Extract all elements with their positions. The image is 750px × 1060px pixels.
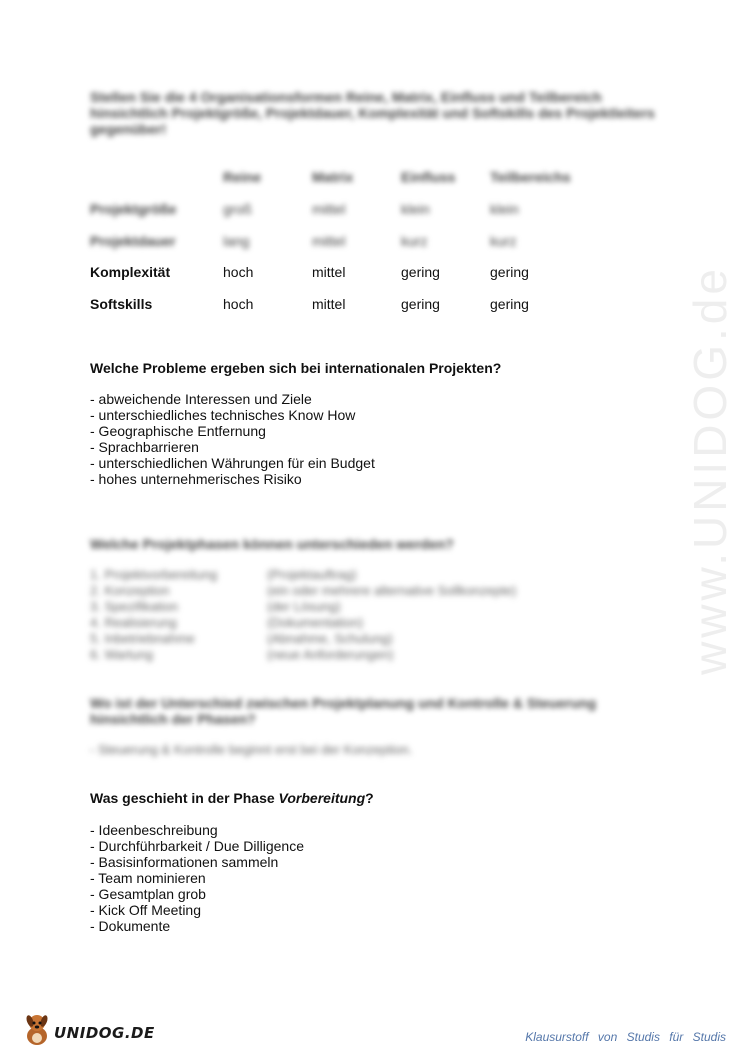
table-cell: lang [223,233,250,249]
list-item: - unterschiedlichen Währungen für ein Budget [90,455,375,471]
row-label: Softskills [90,296,153,312]
header-einfluss: Einfluss [401,169,456,185]
table-row [90,200,590,218]
title-prefix: Was geschieht in der Phase [90,790,279,806]
list-item: - Team nominieren [90,870,206,886]
phase-note: (der Lösung) [267,599,341,614]
list-item: - Dokumente [90,918,171,934]
table-header-row [90,168,590,186]
phases-list [90,567,550,663]
title-suffix: ? [365,790,374,806]
phase-name: 5. Inbetriebnahme [90,631,195,646]
list-item: - Geographische Entfernung [90,423,266,439]
row-label: Komplexität [90,264,171,280]
phase-note: (Dokumentation) [267,615,364,630]
table-cell: gering [401,264,440,280]
table-cell: mittel [312,233,346,249]
list-item: - Kick Off Meeting [90,902,202,918]
question-4-answer: - Steuerung & Kontrolle beginnt erst bei der Konzeption. [90,742,413,757]
list-item: - hohes unternehmerisches Risiko [90,471,302,487]
watermark: www.UNIDOG.de [684,265,736,675]
row-label: Projektdauer [90,233,176,249]
question-5-title [90,790,374,806]
list-item: - unterschiedliches technisches Know How [90,407,356,423]
list-item: - abweichende Interessen und Ziele [90,391,312,407]
question-4-title: Wo ist der Unterschied zwischen Projektplanung und Kontrolle & Steuerung hinsichtlich der Phasen? [90,695,597,727]
row-label: Projektgröße [90,201,177,217]
header-reine: Reine [223,169,262,185]
title-emphasis: Vorbereitung [278,790,366,806]
list-item [90,647,550,663]
table-cell: gering [401,296,440,312]
list-item: - Durchführbarkeit / Due Dilligence [90,838,304,854]
phase-name: 3. Spezifikation [90,599,179,614]
list-item [90,631,550,647]
list-item: - Basisinformationen sammeln [90,854,279,870]
phase-note: (Projektauftrag) [267,567,357,582]
phase-name: 2. Konzeption [90,583,170,598]
list-item [90,583,550,599]
phase-note: (Abnahme, Schulung) [267,631,393,646]
table-cell: mittel [312,264,346,280]
list-item: - Ideenbeschreibung [90,822,218,838]
table-cell: kurz [490,233,517,249]
table-cell: mittel [312,296,346,312]
phase-name: 4. Realisierung [90,615,177,630]
phase-note: (ein oder mehrere alternative Sollkonzepte) [267,583,517,598]
list-item: - Sprachbarrieren [90,439,199,455]
logo-text: UNIDOG.DE [54,1024,155,1042]
list-item [90,567,550,583]
table-cell: groß [223,201,252,217]
table-cell: mittel [312,201,346,217]
question-1-title: Stellen Sie die 4 Organisationsformen Reine, Matrix, Einfluss und Teilbereich hinsichtlich Projektgröße, Projektdauer, Komplexität und Softskills des Projektleiters gegenüber! [90,89,655,137]
table-row [90,295,590,313]
table-cell: gering [490,296,529,312]
dog-mascot-icon [22,1012,52,1046]
table-cell: klein [401,201,430,217]
list-item [90,615,550,631]
problems-list [90,391,375,487]
table-row [90,232,590,250]
table-cell: klein [490,201,519,217]
question-2-title: Welche Probleme ergeben sich bei internationalen Projekten? [90,360,502,376]
unidog-logo[interactable] [22,1012,155,1046]
table-cell: hoch [223,296,254,312]
header-matrix: Matrix [312,169,354,185]
table-row [90,263,590,281]
phase-note: (neue Anforderungen) [267,647,394,662]
table-cell: kurz [401,233,428,249]
phase-name: 6. Wartung [90,647,154,662]
footer-tagline: Klausurstoff von Studis für Studis [525,1030,726,1044]
list-item [90,599,550,615]
list-item: - Gesamtplan grob [90,886,206,902]
question-3-title: Welche Projektphasen können unterschieden werden? [90,536,454,552]
header-teilbereichs: Teilbereichs [490,169,571,185]
preparation-list [90,822,304,934]
phase-name: 1. Projektvorbereitung [90,567,218,582]
table-cell: hoch [223,264,254,280]
table-cell: gering [490,264,529,280]
